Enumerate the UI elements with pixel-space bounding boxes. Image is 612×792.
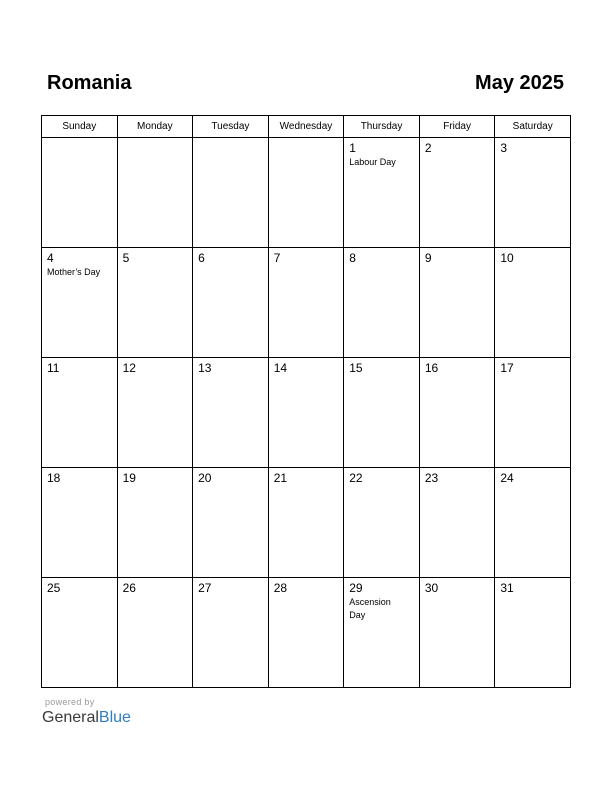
day-cell xyxy=(344,138,420,248)
week-row xyxy=(42,248,571,358)
weekday-header: Tuesday xyxy=(193,116,269,138)
day-cell xyxy=(117,578,193,688)
day-cell xyxy=(344,358,420,468)
day-number: 9 xyxy=(424,251,432,265)
weekday-header: Wednesday xyxy=(268,116,344,138)
day-cell xyxy=(419,248,495,358)
week-row xyxy=(42,468,571,578)
weekday-header: Sunday xyxy=(42,116,118,138)
day-cell xyxy=(193,358,269,468)
month-year-title: May 2025 xyxy=(475,72,564,94)
day-cell xyxy=(495,248,571,358)
day-number: 10 xyxy=(500,251,514,265)
day-cell xyxy=(419,138,495,248)
day-number: 12 xyxy=(122,361,136,375)
day-number: 25 xyxy=(47,581,61,595)
powered-by-label: powered by xyxy=(45,697,95,707)
weekday-header: Friday xyxy=(419,116,495,138)
day-number: 3 xyxy=(500,141,508,155)
weekday-header: Saturday xyxy=(495,116,571,138)
holiday-label: Ascension Day xyxy=(349,597,391,620)
day-number: 31 xyxy=(500,581,514,595)
day-cell xyxy=(495,578,571,688)
day-cell xyxy=(268,578,344,688)
day-cell xyxy=(268,358,344,468)
day-cell xyxy=(42,358,118,468)
day-cell xyxy=(495,358,571,468)
day-number: 27 xyxy=(198,581,212,595)
weekday-header-row xyxy=(42,116,571,138)
day-cell xyxy=(117,248,193,358)
weekday-header: Thursday xyxy=(344,116,420,138)
day-number: 8 xyxy=(349,251,356,265)
day-cell xyxy=(419,578,495,688)
day-number: 28 xyxy=(273,581,288,595)
day-number: 6 xyxy=(198,251,205,265)
day-number: 15 xyxy=(349,361,363,375)
day-number: 22 xyxy=(349,471,363,485)
day-cell xyxy=(268,248,344,358)
day-cell xyxy=(193,138,269,248)
week-row xyxy=(42,138,571,248)
day-number: 19 xyxy=(122,471,136,485)
weekday-header: Monday xyxy=(117,116,193,138)
day-cell xyxy=(268,138,344,248)
day-number: 14 xyxy=(273,361,288,375)
day-cell xyxy=(42,138,118,248)
day-number: 16 xyxy=(424,361,439,375)
day-cell xyxy=(268,468,344,578)
day-number: 2 xyxy=(424,141,432,155)
brand-part-blue: Blue xyxy=(98,709,131,726)
generalblue-logo xyxy=(42,709,131,727)
week-row xyxy=(42,358,571,468)
day-number: 17 xyxy=(500,361,514,375)
day-cell xyxy=(117,138,193,248)
day-cell xyxy=(193,468,269,578)
day-number: 1 xyxy=(349,141,356,155)
day-cell xyxy=(117,358,193,468)
day-cell xyxy=(344,468,420,578)
holiday-label: Mother’s Day xyxy=(47,267,101,277)
day-cell xyxy=(117,468,193,578)
country-title: Romania xyxy=(47,72,132,94)
day-number: 11 xyxy=(47,361,60,375)
day-cell xyxy=(42,468,118,578)
day-cell xyxy=(193,248,269,358)
day-number: 30 xyxy=(424,581,439,595)
holiday-label: Labour Day xyxy=(349,157,396,167)
brand-part-general: General xyxy=(42,709,99,726)
calendar-grid xyxy=(41,115,571,688)
day-number: 26 xyxy=(122,581,136,595)
day-number: 20 xyxy=(198,471,212,485)
week-row xyxy=(42,578,571,688)
calendar-body xyxy=(42,138,571,688)
day-number: 29 xyxy=(349,581,363,595)
day-number: 7 xyxy=(273,251,281,265)
day-cell xyxy=(42,578,118,688)
day-number: 18 xyxy=(47,471,61,485)
day-number: 21 xyxy=(273,471,288,485)
day-cell xyxy=(419,358,495,468)
day-number: 4 xyxy=(47,251,54,265)
day-cell xyxy=(344,248,420,358)
day-number: 24 xyxy=(500,471,514,485)
day-number: 23 xyxy=(424,471,439,485)
day-number: 5 xyxy=(122,251,130,265)
day-cell xyxy=(495,138,571,248)
day-cell xyxy=(495,468,571,578)
day-number: 13 xyxy=(198,361,212,375)
day-cell xyxy=(344,578,420,688)
day-cell xyxy=(193,578,269,688)
day-cell xyxy=(419,468,495,578)
day-cell xyxy=(42,248,118,358)
